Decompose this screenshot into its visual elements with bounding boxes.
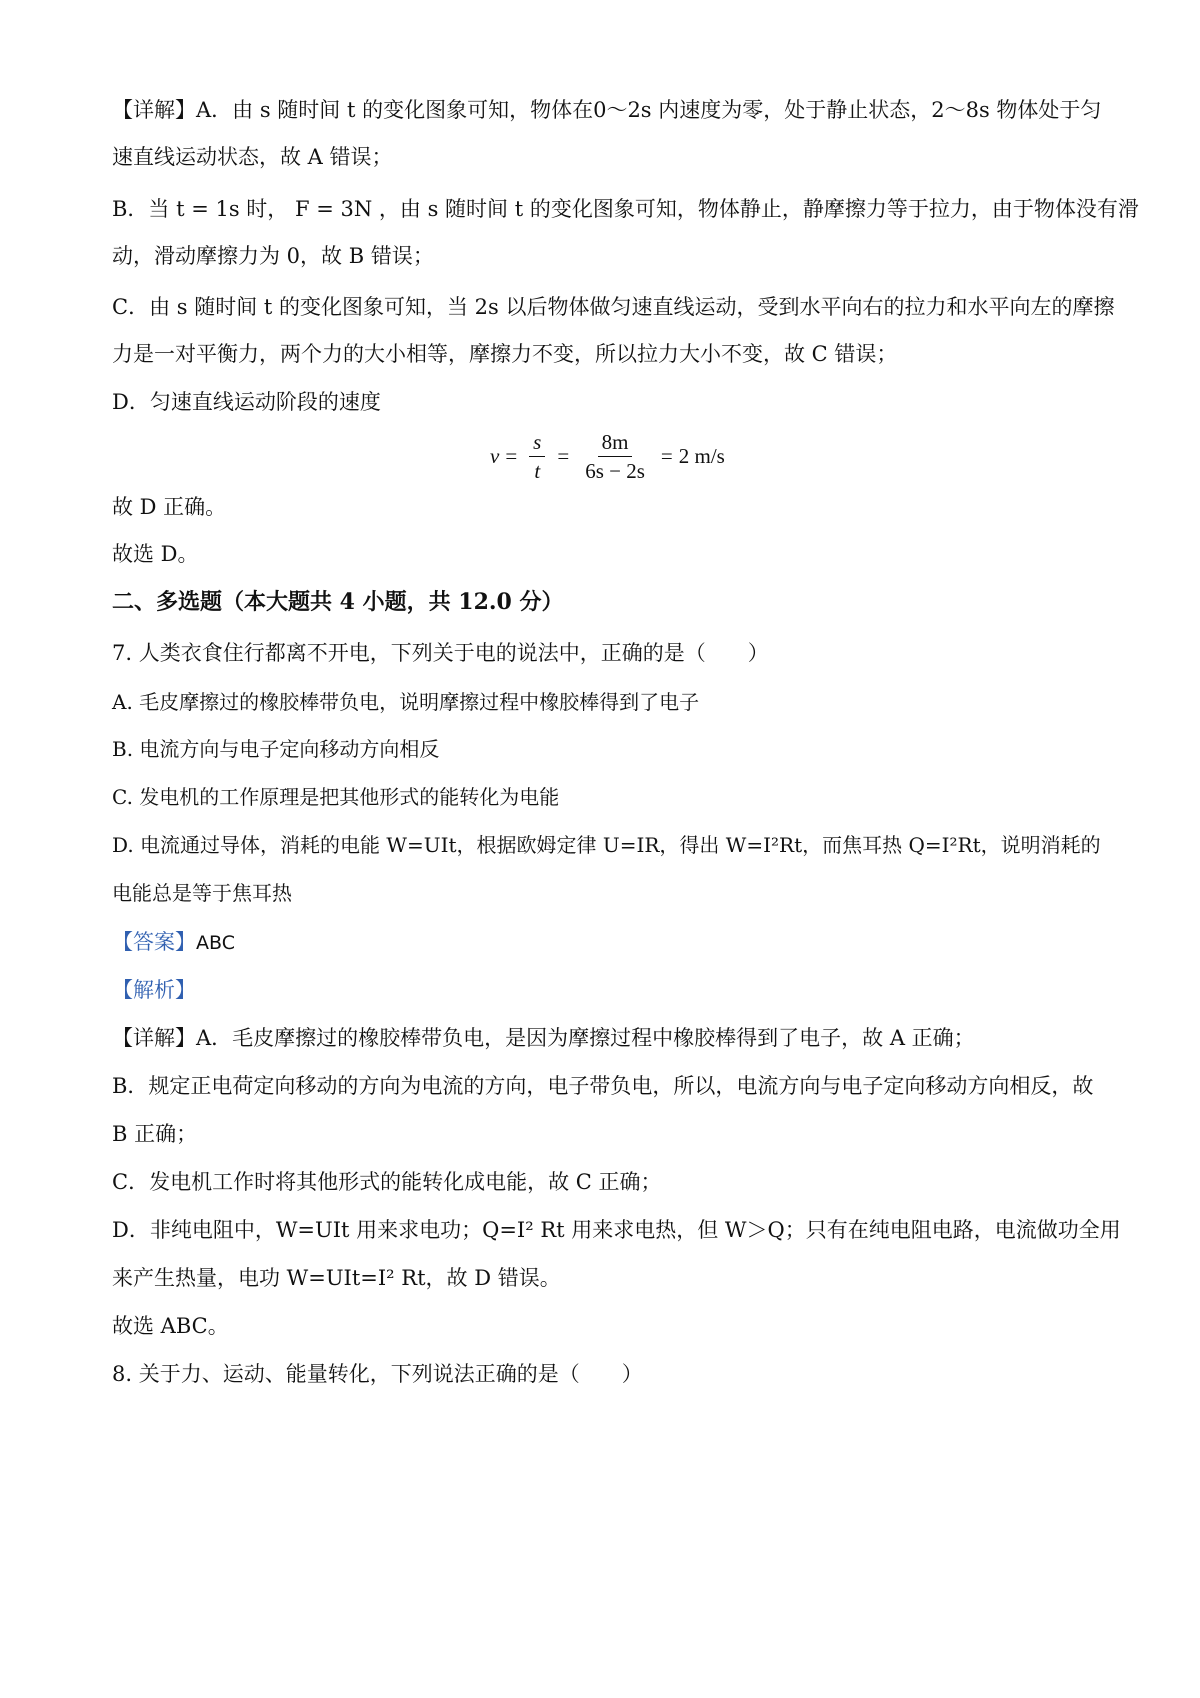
text-line: 故选 ABC。	[112, 1314, 229, 1338]
text-line: 【详解】A．毛皮摩擦过的橡胶棒带负电，是因为摩擦过程中橡胶棒得到了电子，故 A 正确；	[112, 1026, 975, 1050]
answer-line	[112, 928, 1100, 957]
text-line: 动，滑动摩擦力为 0，故 B 错误；	[112, 244, 434, 268]
fraction-numerator: 8m	[598, 430, 633, 457]
text-line: 故 D 正确。	[112, 495, 227, 519]
section-heading: 二、多选题（本大题共 4 小题，共 12.0 分）	[112, 589, 564, 615]
analysis-label: 【解析】	[112, 978, 196, 1002]
option-c: C. 发电机的工作原理是把其他形式的能转化为电能	[112, 785, 560, 809]
text-line: D．匀速直线运动阶段的速度	[112, 390, 381, 414]
fraction-denominator: t	[534, 458, 541, 483]
text-line: 【详解】A．由 s 随时间 t 的变化图象可知，物体在0～2s 内速度为零，处于静止状态，2～8s 物体处于匀	[112, 98, 1102, 122]
fraction-values	[581, 430, 649, 483]
option-b: B. 电流方向与电子定向移动方向相反	[112, 737, 440, 761]
fraction-numerator: s	[529, 430, 545, 457]
fraction-s-over-t	[529, 430, 545, 483]
fraction-denominator: 6s − 2s	[585, 458, 645, 483]
formula-lhs: v	[490, 443, 500, 468]
text-line: B 正确；	[112, 1122, 198, 1146]
text-line: 力是一对平衡力，两个力的大小相等，摩擦力不变，所以拉力大小不变，故 C 错误；	[112, 342, 898, 366]
text-line: 故选 D。	[112, 542, 199, 566]
text-line: C．发电机工作时将其他形式的能转化成电能，故 C 正确；	[112, 1170, 662, 1194]
option-d-continued: 电能总是等于焦耳热	[112, 881, 292, 905]
text-line: 来产生热量，电功 W=UIt=I² Rt，故 D 错误。	[112, 1266, 561, 1290]
answer-value: ABC	[196, 932, 235, 954]
option-a: A. 毛皮摩擦过的橡胶棒带负电，说明摩擦过程中橡胶棒得到了电子	[112, 690, 700, 714]
formula-equals: =	[660, 443, 673, 468]
formula-equals: =	[557, 443, 570, 468]
text-line: D．非纯电阻中，W=UIt 用来求电功；Q=I² Rt 用来求电热，但 W＞Q；只有在纯电阻电路，电流做功全用	[112, 1218, 1121, 1242]
text-line: B．规定正电荷定向移动的方向为电流的方向，电子带负电，所以，电流方向与电子定向移动方向相反，故	[112, 1074, 1094, 1098]
option-d: D. 电流通过导体，消耗的电能 W=UIt，根据欧姆定律 U=IR，得出 W=I²Rt，而焦耳热 Q=I²Rt，说明消耗的	[112, 833, 1101, 857]
answer-label: 【答案】	[112, 930, 196, 954]
velocity-formula	[490, 425, 725, 487]
formula-equals: =	[505, 443, 518, 468]
text-line: C．由 s 随时间 t 的变化图象可知，当 2s 以后物体做匀速直线运动，受到水平向右的拉力和水平向左的摩擦	[112, 295, 1115, 319]
text-line: 速直线运动状态，故 A 错误；	[112, 145, 393, 169]
text-line: B．当 t = 1s 时， F = 3N ，由 s 随时间 t 的变化图象可知，物体静止，静摩擦力等于拉力，由于物体没有滑	[112, 197, 1139, 221]
question-8-stem: 8. 关于力、运动、能量转化，下列说法正确的是（ ）	[112, 1362, 643, 1386]
formula-result: 2 m/s	[678, 443, 725, 468]
question-7-stem: 7. 人类衣食住行都离不开电，下列关于电的说法中，正确的是（ ）	[112, 641, 769, 665]
